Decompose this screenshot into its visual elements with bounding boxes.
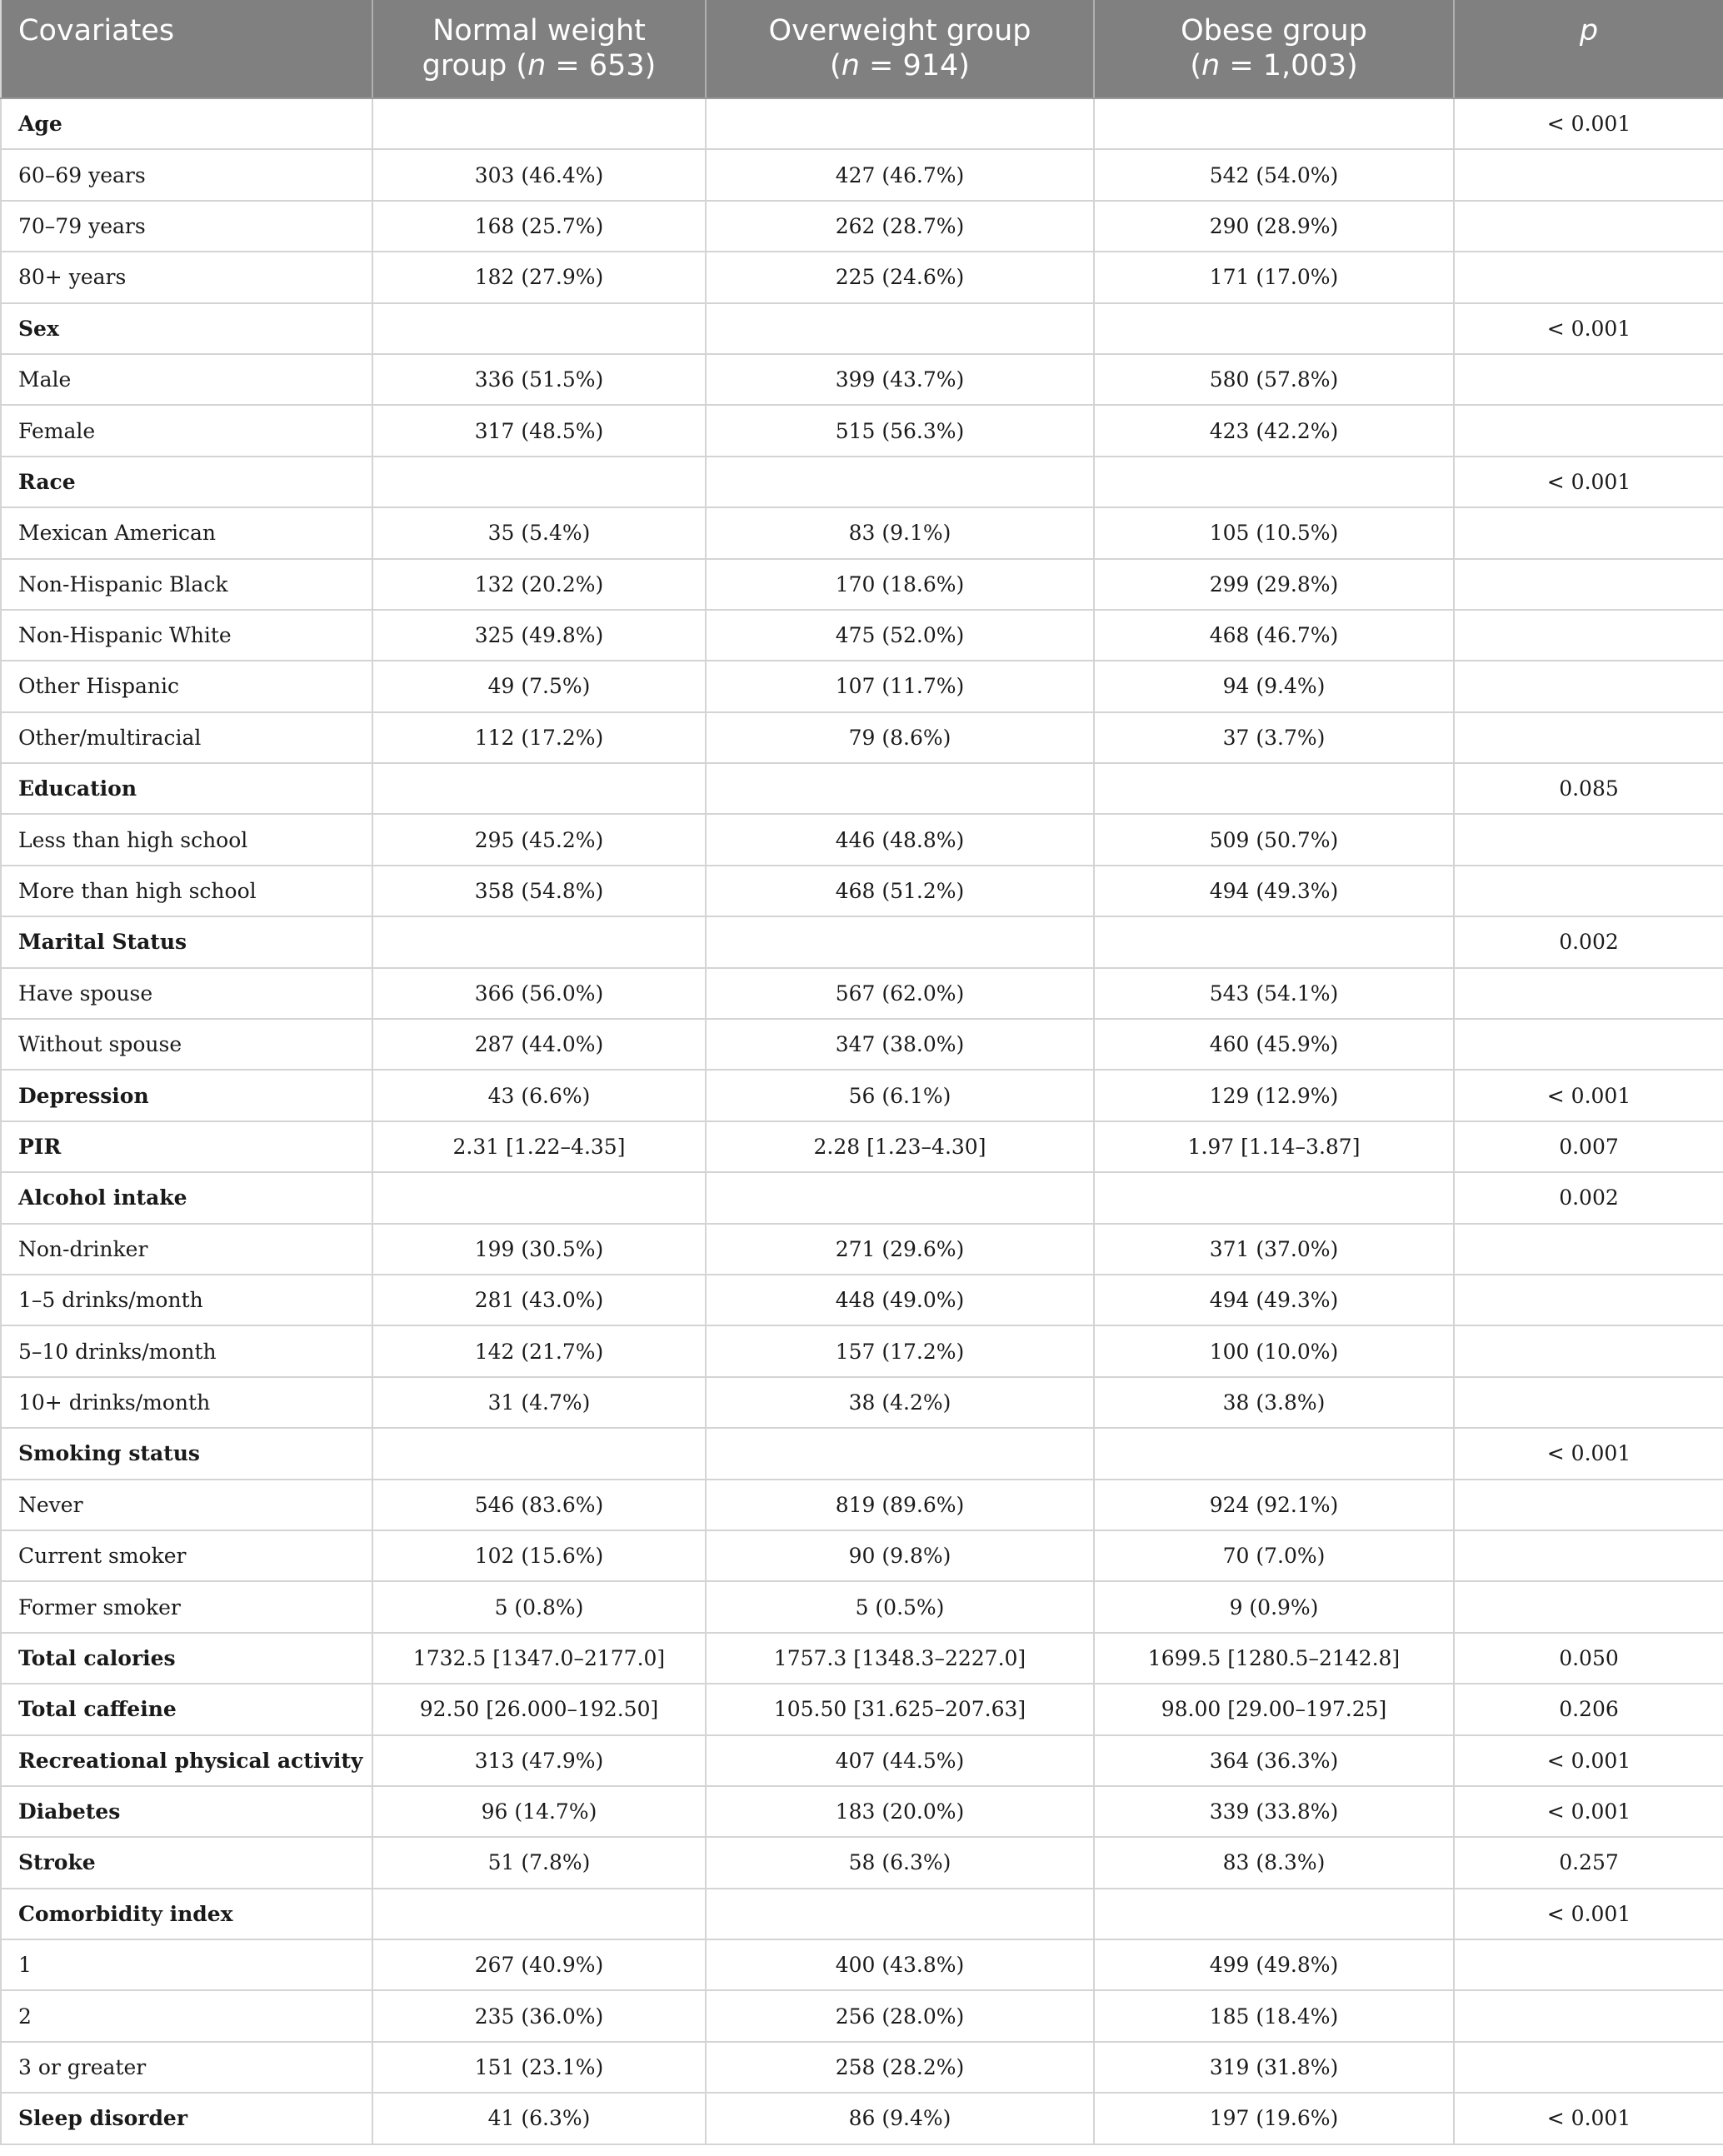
cell-overweight: 183 (20.0%) [706, 1786, 1094, 1837]
table-row [1, 1019, 1723, 1070]
table-row [1, 1377, 1723, 1428]
cell-p-value [1454, 2042, 1723, 2093]
cell-p-value [1454, 968, 1723, 1019]
cell-overweight [706, 1172, 1094, 1223]
cell-p-value: < 0.001 [1454, 1070, 1723, 1120]
cell-normal-weight [372, 763, 706, 814]
cell-obese: 299 (29.8%) [1094, 559, 1454, 610]
cell-normal-weight: 281 (43.0%) [372, 1275, 706, 1325]
cell-p-value: 0.050 [1454, 1633, 1723, 1684]
cell-normal-weight: 303 (46.4%) [372, 149, 706, 200]
cell-obese: 197 (19.6%) [1094, 2093, 1454, 2144]
row-label: Mexican American [1, 507, 372, 558]
cell-overweight: 5 (0.5%) [706, 1581, 1094, 1632]
cell-p-value: < 0.001 [1454, 2093, 1723, 2144]
cell-overweight: 38 (4.2%) [706, 1377, 1094, 1428]
cell-p-value: < 0.001 [1454, 1889, 1723, 1939]
cell-obese [1094, 457, 1454, 507]
cell-overweight: 258 (28.2%) [706, 2042, 1094, 2093]
cell-obese: 1699.5 [1280.5–2142.8] [1094, 1633, 1454, 1684]
cell-overweight: 256 (28.0%) [706, 1990, 1094, 2041]
table-row [1, 303, 1723, 354]
cell-overweight: 58 (6.3%) [706, 1837, 1094, 1888]
cell-obese: 100 (10.0%) [1094, 1325, 1454, 1376]
table-row [1, 916, 1723, 967]
cell-overweight: 400 (43.8%) [706, 1939, 1094, 1990]
table-row [1, 2093, 1723, 2144]
cell-p-value [1454, 1990, 1723, 2041]
header-obese: Obese group (n = 1,003) [1094, 0, 1454, 98]
table-row [1, 1684, 1723, 1734]
cell-p-value [1454, 201, 1723, 252]
table-row [1, 1530, 1723, 1581]
table-row [1, 1939, 1723, 1990]
cell-obese: 38 (3.8%) [1094, 1377, 1454, 1428]
cell-overweight [706, 763, 1094, 814]
cell-overweight [706, 1428, 1094, 1479]
cell-overweight: 446 (48.8%) [706, 814, 1094, 865]
cell-normal-weight: 2.31 [1.22–4.35] [372, 1121, 706, 1172]
table-row [1, 1325, 1723, 1376]
table-body [1, 98, 1723, 2144]
cell-overweight: 407 (44.5%) [706, 1735, 1094, 1786]
row-label: Non-Hispanic Black [1, 559, 372, 610]
cell-obese: 129 (12.9%) [1094, 1070, 1454, 1120]
table-row [1, 507, 1723, 558]
row-label: Other/multiracial [1, 712, 372, 763]
cell-normal-weight [372, 1172, 706, 1223]
table-row [1, 610, 1723, 661]
row-label: Less than high school [1, 814, 372, 865]
cell-normal-weight [372, 303, 706, 354]
cell-normal-weight: 182 (27.9%) [372, 252, 706, 302]
cell-obese: 105 (10.5%) [1094, 507, 1454, 558]
row-label: Total caffeine [1, 1684, 372, 1734]
cell-obese: 509 (50.7%) [1094, 814, 1454, 865]
cell-obese: 494 (49.3%) [1094, 866, 1454, 916]
header-normal-weight: Normal weight group (n = 653) [372, 0, 706, 98]
table-row [1, 1224, 1723, 1275]
cell-normal-weight: 151 (23.1%) [372, 2042, 706, 2093]
cell-normal-weight: 168 (25.7%) [372, 201, 706, 252]
row-label: Depression [1, 1070, 372, 1120]
row-label: Without spouse [1, 1019, 372, 1070]
cell-normal-weight [372, 98, 706, 149]
cell-obese [1094, 1889, 1454, 1939]
table-row [1, 1990, 1723, 2041]
cell-overweight: 90 (9.8%) [706, 1530, 1094, 1581]
table-row [1, 814, 1723, 865]
cell-p-value [1454, 1275, 1723, 1325]
row-label: Comorbidity index [1, 1889, 372, 1939]
cell-obese [1094, 98, 1454, 149]
cell-overweight: 107 (11.7%) [706, 661, 1094, 711]
cell-p-value [1454, 610, 1723, 661]
cell-overweight [706, 916, 1094, 967]
cell-normal-weight: 358 (54.8%) [372, 866, 706, 916]
cell-normal-weight: 325 (49.8%) [372, 610, 706, 661]
row-label: Non-Hispanic White [1, 610, 372, 661]
row-label: Former smoker [1, 1581, 372, 1632]
table-row [1, 866, 1723, 916]
table-row [1, 661, 1723, 711]
cell-p-value: < 0.001 [1454, 457, 1723, 507]
table-header-row [1, 0, 1723, 98]
table-row [1, 712, 1723, 763]
cell-normal-weight: 102 (15.6%) [372, 1530, 706, 1581]
cell-p-value: 0.002 [1454, 1172, 1723, 1223]
table-row [1, 1837, 1723, 1888]
cell-p-value [1454, 1480, 1723, 1530]
cell-obese [1094, 1172, 1454, 1223]
cell-normal-weight: 142 (21.7%) [372, 1325, 706, 1376]
table-row [1, 354, 1723, 405]
row-label: Non-drinker [1, 1224, 372, 1275]
cell-overweight: 1757.3 [1348.3–2227.0] [706, 1633, 1094, 1684]
cell-normal-weight [372, 916, 706, 967]
cell-obese: 98.00 [29.00–197.25] [1094, 1684, 1454, 1734]
row-label: Current smoker [1, 1530, 372, 1581]
cell-normal-weight: 317 (48.5%) [372, 405, 706, 456]
cell-normal-weight: 366 (56.0%) [372, 968, 706, 1019]
table-row [1, 457, 1723, 507]
row-label: Recreational physical activity [1, 1735, 372, 1786]
table-row [1, 1121, 1723, 1172]
cell-normal-weight: 51 (7.8%) [372, 1837, 706, 1888]
cell-normal-weight: 132 (20.2%) [372, 559, 706, 610]
row-label: Never [1, 1480, 372, 1530]
cell-p-value: 0.007 [1454, 1121, 1723, 1172]
cell-overweight: 79 (8.6%) [706, 712, 1094, 763]
table-row [1, 1786, 1723, 1837]
cell-p-value [1454, 1939, 1723, 1990]
cell-overweight: 86 (9.4%) [706, 2093, 1094, 2144]
cell-p-value [1454, 661, 1723, 711]
cell-overweight: 56 (6.1%) [706, 1070, 1094, 1120]
cell-p-value: < 0.001 [1454, 1735, 1723, 1786]
table-row [1, 2042, 1723, 2093]
cell-obese: 460 (45.9%) [1094, 1019, 1454, 1070]
cell-obese: 70 (7.0%) [1094, 1530, 1454, 1581]
cell-overweight: 262 (28.7%) [706, 201, 1094, 252]
cell-overweight: 157 (17.2%) [706, 1325, 1094, 1376]
cell-p-value [1454, 559, 1723, 610]
cell-overweight: 347 (38.0%) [706, 1019, 1094, 1070]
row-label: Other Hispanic [1, 661, 372, 711]
cell-obese: 423 (42.2%) [1094, 405, 1454, 456]
cell-p-value: 0.257 [1454, 1837, 1723, 1888]
cell-p-value [1454, 149, 1723, 200]
cell-obese [1094, 303, 1454, 354]
cell-obese: 339 (33.8%) [1094, 1786, 1454, 1837]
cell-obese: 37 (3.7%) [1094, 712, 1454, 763]
cell-obese: 494 (49.3%) [1094, 1275, 1454, 1325]
table-row [1, 968, 1723, 1019]
cell-p-value [1454, 354, 1723, 405]
cell-obese: 185 (18.4%) [1094, 1990, 1454, 2041]
row-label: Stroke [1, 1837, 372, 1888]
row-label: Male [1, 354, 372, 405]
cell-p-value [1454, 1019, 1723, 1070]
row-label: 80+ years [1, 252, 372, 302]
cell-overweight: 515 (56.3%) [706, 405, 1094, 456]
cell-normal-weight: 35 (5.4%) [372, 507, 706, 558]
row-label: 3 or greater [1, 2042, 372, 2093]
cell-obese [1094, 763, 1454, 814]
table-row [1, 1480, 1723, 1530]
cell-normal-weight: 92.50 [26.000–192.50] [372, 1684, 706, 1734]
cell-overweight: 427 (46.7%) [706, 149, 1094, 200]
cell-obese: 499 (49.8%) [1094, 1939, 1454, 1990]
cell-p-value [1454, 866, 1723, 916]
row-label: More than high school [1, 866, 372, 916]
cell-normal-weight: 49 (7.5%) [372, 661, 706, 711]
cell-normal-weight: 41 (6.3%) [372, 2093, 706, 2144]
table-row [1, 149, 1723, 200]
row-label: Sleep disorder [1, 2093, 372, 2144]
cell-normal-weight: 235 (36.0%) [372, 1990, 706, 2041]
cell-p-value: < 0.001 [1454, 1786, 1723, 1837]
row-label: Marital Status [1, 916, 372, 967]
cell-overweight [706, 303, 1094, 354]
cell-obese: 94 (9.4%) [1094, 661, 1454, 711]
cell-overweight: 170 (18.6%) [706, 559, 1094, 610]
cell-obese: 171 (17.0%) [1094, 252, 1454, 302]
row-label: 2 [1, 1990, 372, 2041]
table-row [1, 1172, 1723, 1223]
cell-obese: 319 (31.8%) [1094, 2042, 1454, 2093]
row-label: 5–10 drinks/month [1, 1325, 372, 1376]
cell-obese [1094, 1428, 1454, 1479]
cell-obese: 542 (54.0%) [1094, 149, 1454, 200]
header-covariates: Covariates [1, 0, 372, 98]
row-label: Have spouse [1, 968, 372, 1019]
cell-normal-weight: 313 (47.9%) [372, 1735, 706, 1786]
cell-obese: 371 (37.0%) [1094, 1224, 1454, 1275]
cell-obese: 468 (46.7%) [1094, 610, 1454, 661]
cell-obese: 1.97 [1.14–3.87] [1094, 1121, 1454, 1172]
cell-overweight: 399 (43.7%) [706, 354, 1094, 405]
row-label: Education [1, 763, 372, 814]
row-label: 10+ drinks/month [1, 1377, 372, 1428]
cell-obese: 9 (0.9%) [1094, 1581, 1454, 1632]
cell-p-value [1454, 814, 1723, 865]
cell-overweight [706, 98, 1094, 149]
cell-normal-weight: 295 (45.2%) [372, 814, 706, 865]
cell-p-value [1454, 252, 1723, 302]
header-p-value: p [1454, 0, 1723, 98]
table-row [1, 252, 1723, 302]
cell-overweight: 468 (51.2%) [706, 866, 1094, 916]
cell-p-value: 0.002 [1454, 916, 1723, 967]
row-label: 1 [1, 1939, 372, 1990]
table-row [1, 763, 1723, 814]
table-row [1, 98, 1723, 149]
cell-p-value [1454, 712, 1723, 763]
table-row [1, 1633, 1723, 1684]
row-label: Race [1, 457, 372, 507]
cell-normal-weight: 31 (4.7%) [372, 1377, 706, 1428]
cell-normal-weight [372, 457, 706, 507]
table-row [1, 1070, 1723, 1120]
row-label: Female [1, 405, 372, 456]
cell-overweight: 105.50 [31.625–207.63] [706, 1684, 1094, 1734]
table-row [1, 1275, 1723, 1325]
cell-obese: 580 (57.8%) [1094, 354, 1454, 405]
table-row [1, 1889, 1723, 1939]
row-label: 60–69 years [1, 149, 372, 200]
cell-normal-weight: 43 (6.6%) [372, 1070, 706, 1120]
table-row [1, 405, 1723, 456]
cell-p-value: 0.206 [1454, 1684, 1723, 1734]
row-label: Alcohol intake [1, 1172, 372, 1223]
cell-normal-weight: 5 (0.8%) [372, 1581, 706, 1632]
row-label: Sex [1, 303, 372, 354]
cell-overweight: 2.28 [1.23–4.30] [706, 1121, 1094, 1172]
cell-overweight: 225 (24.6%) [706, 252, 1094, 302]
cell-p-value [1454, 1581, 1723, 1632]
cell-overweight: 475 (52.0%) [706, 610, 1094, 661]
row-label: Age [1, 98, 372, 149]
row-label: Diabetes [1, 1786, 372, 1837]
cell-obese: 290 (28.9%) [1094, 201, 1454, 252]
row-label: Smoking status [1, 1428, 372, 1479]
cell-normal-weight: 1732.5 [1347.0–2177.0] [372, 1633, 706, 1684]
cell-p-value: < 0.001 [1454, 303, 1723, 354]
row-label: 70–79 years [1, 201, 372, 252]
cell-normal-weight: 96 (14.7%) [372, 1786, 706, 1837]
cell-obese: 924 (92.1%) [1094, 1480, 1454, 1530]
cell-overweight: 567 (62.0%) [706, 968, 1094, 1019]
cell-p-value [1454, 1325, 1723, 1376]
cell-normal-weight [372, 1428, 706, 1479]
table-row [1, 1428, 1723, 1479]
cell-overweight: 448 (49.0%) [706, 1275, 1094, 1325]
cell-p-value: < 0.001 [1454, 98, 1723, 149]
cell-normal-weight: 546 (83.6%) [372, 1480, 706, 1530]
table-row [1, 1581, 1723, 1632]
cell-p-value [1454, 405, 1723, 456]
header-overweight: Overweight group (n = 914) [706, 0, 1094, 98]
cell-overweight: 819 (89.6%) [706, 1480, 1094, 1530]
row-label: 1–5 drinks/month [1, 1275, 372, 1325]
cell-overweight [706, 1889, 1094, 1939]
cell-overweight: 83 (9.1%) [706, 507, 1094, 558]
cell-normal-weight: 287 (44.0%) [372, 1019, 706, 1070]
cell-p-value [1454, 1530, 1723, 1581]
cell-p-value [1454, 1377, 1723, 1428]
table-row [1, 1735, 1723, 1786]
cell-overweight [706, 457, 1094, 507]
cell-p-value: < 0.001 [1454, 1428, 1723, 1479]
cell-p-value: 0.085 [1454, 763, 1723, 814]
cell-obese: 543 (54.1%) [1094, 968, 1454, 1019]
cell-p-value [1454, 507, 1723, 558]
table-row [1, 201, 1723, 252]
cell-normal-weight: 199 (30.5%) [372, 1224, 706, 1275]
cell-normal-weight: 336 (51.5%) [372, 354, 706, 405]
cell-obese: 83 (8.3%) [1094, 1837, 1454, 1888]
row-label: Total calories [1, 1633, 372, 1684]
cell-obese: 364 (36.3%) [1094, 1735, 1454, 1786]
table-row [1, 559, 1723, 610]
cell-normal-weight [372, 1889, 706, 1939]
cell-obese [1094, 916, 1454, 967]
row-label: PIR [1, 1121, 372, 1172]
cell-normal-weight: 112 (17.2%) [372, 712, 706, 763]
cell-overweight: 271 (29.6%) [706, 1224, 1094, 1275]
cell-p-value [1454, 1224, 1723, 1275]
cell-normal-weight: 267 (40.9%) [372, 1939, 706, 1990]
